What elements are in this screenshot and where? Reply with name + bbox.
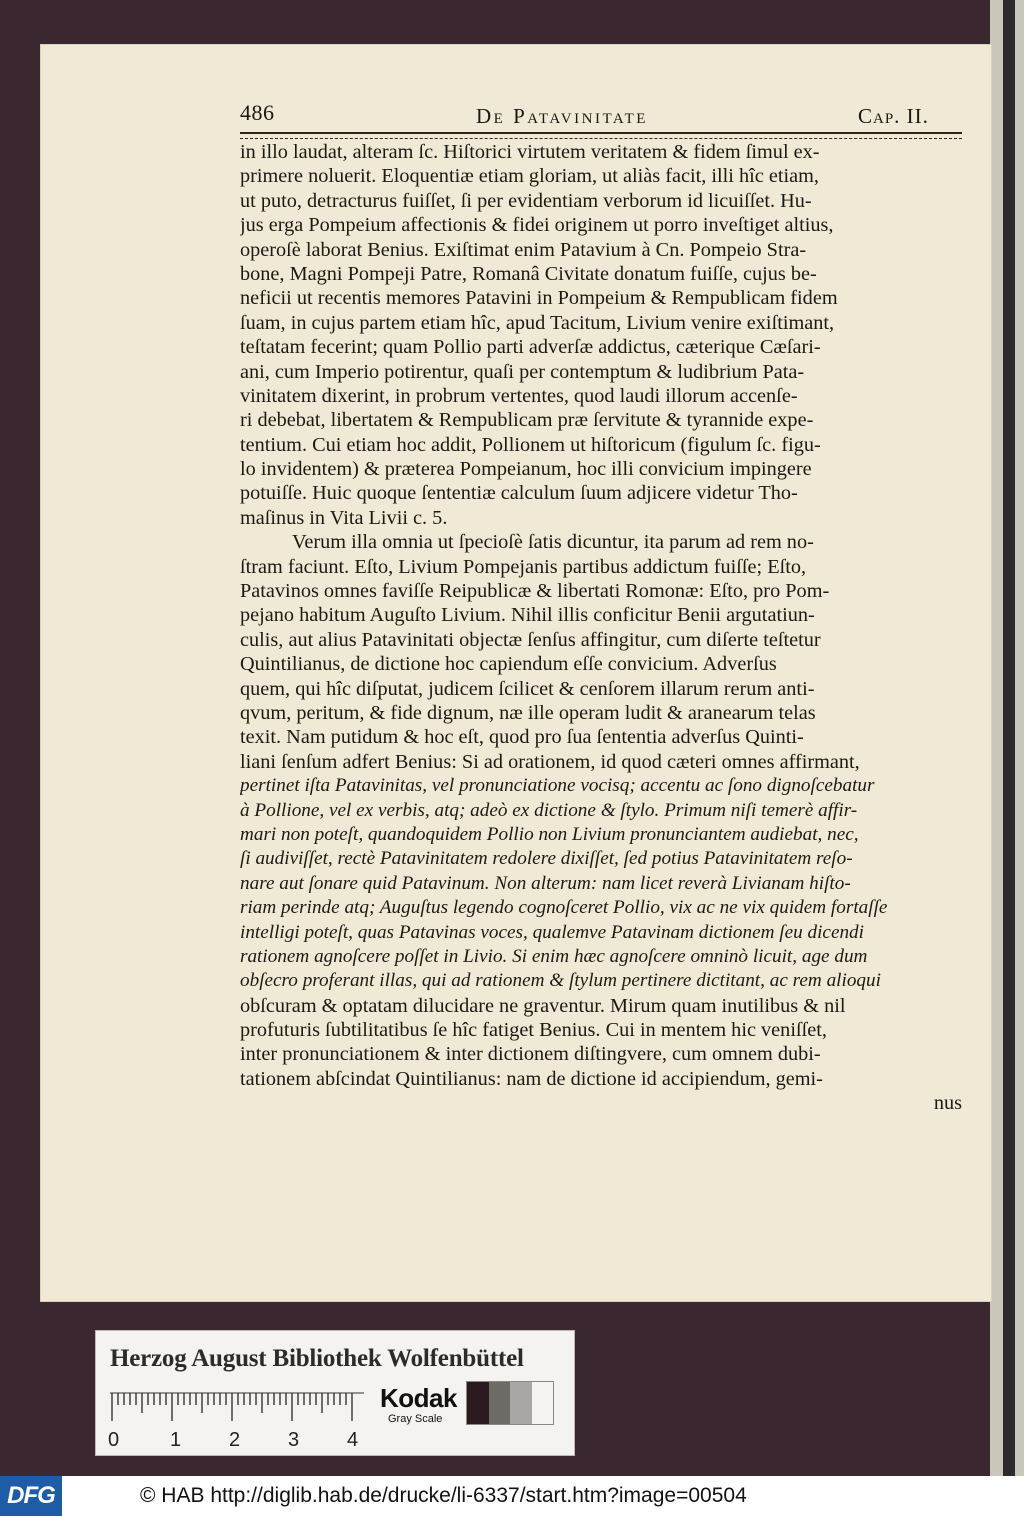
binding-shadow [1003,0,1015,1476]
text-line: bone, Magni Pompeji Patre, Romanâ Civitate donatum fuiſſe, cujus be- [240,262,817,285]
kodak-logo: Kodak [380,1383,457,1413]
library-name: Herzog August Bibliothek Wolfenbüttel [110,1345,524,1372]
dfg-logo[interactable]: DFG [0,1476,62,1516]
gray-patch [489,1382,511,1424]
running-header [40,100,992,130]
text-line: texit. Nam putidum & hoc eſt, quod pro ſua ſententia adverſus Quinti- [240,726,804,749]
page-number: 486 [240,100,275,125]
text-line: maſinus in Vita Livii c. 5. [240,506,448,529]
text-line: riam perinde atq; Auguſtus legendo cognoſceret Pollio, vix ac ne vix quidem fortaſſe [240,897,888,919]
gray-scale-label: Gray Scale [388,1413,443,1425]
ruler-number: 2 [229,1429,241,1451]
text-line: in illo laudat, alteram ſc. Hiſtorici virtutem veritatem & fidem ſimul ex- [240,141,820,163]
text-line: obſecro proferant illas, qui ad rationem & ſtylum pertinere dictitant, ac rem alioqui [240,970,881,992]
ruler-number: 0 [108,1429,120,1451]
text-line: obſcuram & optatam dilucidare ne graventur. Mirum quam inutilibus & nil [240,994,846,1017]
ruler-number: 1 [170,1429,182,1451]
gray-patch [467,1382,489,1424]
text-line: teſtatam fecerint; quam Pollio parti adverſæ addictus, cæterique Cæſari- [240,336,821,359]
text-line: culis, aut alius Patavinitati objectæ ſenſus affingitur, cum diſerte teſtetur [240,628,821,651]
text-line: primere noluerit. Eloquentiæ etiam gloriam, ut aliàs facit, illi hîc etiam, [240,165,819,188]
viewer-footer [0,1476,1024,1516]
header-rule [240,132,962,139]
text-line: ſi audiviſſet, rectè Patavinitatem redolere dixiſſet, ſed potius Patavinitatem reſo- [240,848,853,870]
ruler-numbers [106,1429,376,1453]
text-line: rationem agnoſcere poſſet in Livio. Si enim hæc agnoſcere omninò licuit, age dum [240,945,868,967]
text-line: potuiſſe. Huic quoque ſententiæ calculum ſuum adjicere videtur Tho- [240,482,798,505]
text-line: vinitatem dixerint, in probrum vertentes, quod laudi illorum accenſe- [240,384,798,407]
text-line: liani ſenſum adfert Benius: Si ad orationem, id quod cæteri omnes affirmant, [240,750,860,773]
text-line: tentium. Cui etiam hoc addit, Pollionem ut hiſtoricum (figulum ſc. figu- [240,433,821,456]
text-line: Quintilianus, de dictione hoc capiendum eſſe convicium. Adverſus [240,653,777,676]
book-page [40,44,992,1302]
copyright-link[interactable]: © HAB http://diglib.hab.de/drucke/li-6337/start.htm?image=00504 [140,1484,747,1507]
text-line: jus erga Pompeium affectionis & fidei originem ut porro inveſtiget altius, [240,214,834,237]
text-line: mari non poteſt, quandoquidem Pollio non Livium pronunciantem audiebat, nec, [240,823,859,845]
text-line: inter pronunciationem & inter dictionem diſtingvere, cum omnem dubi- [240,1043,821,1066]
text-line: pertinet iſta Patavinitas, vel pronunciatione vocisq; accentu ac ſono dignoſcebatur [240,775,875,797]
text-line: nare aut ſonare quid Patavinum. Non alterum: nam licet reverà Livianam hiſto- [240,872,851,894]
text-line: Patavinos omnes faviſſe Reipublicæ & libertati Romonæ: Eſto, pro Pom- [240,580,830,603]
text-line: qvum, peritum, & fide dignum, næ ille operam ludit & aranearum telas [240,701,816,724]
gray-scale-patches [466,1381,554,1425]
text-line: neficii ut recentis memores Patavini in Pompeium & Rempublicam fidem [240,287,838,310]
text-line: tationem abſcindat Quintilianus: nam de dictione id accipiendum, gemi- [240,1067,823,1090]
text-line: quem, qui hîc diſputat, judicem ſcilicet & cenſorem illarum rerum anti- [240,677,815,700]
running-title: De Patavinitate [476,104,648,128]
ruler-scale [110,1387,364,1427]
text-line: lo invidentem) & præterea Pompeianum, hoc illi convicium impingere [240,458,812,481]
text-line: intelligi poteſt, quas Patavinas voces, qualemve Patavinam dictionem ſeu dicendi [240,921,864,943]
text-line: à Pollione, vel ex verbis, atq; adeò ex dictione & ſtylo. Primum niſi temerè affir- [240,799,858,821]
library-color-card [95,1330,575,1456]
text-line: ani, cum Imperio potirentur, quaſi per contemptum & ludibrium Pata- [240,360,805,383]
text-line: ri debebat, libertatem & Rempublicam præ ſervitute & tyrannide expe- [240,409,814,432]
ruler-number: 3 [288,1429,300,1451]
chapter-label: Cap. II. [858,104,929,128]
catchword: nus [933,1092,962,1115]
gray-patch [510,1382,532,1424]
ruler-number: 4 [347,1429,359,1451]
text-line: Verum illa omnia ut ſpecioſè ſatis dicuntur, ita parum ad rem no- [292,531,814,554]
text-line: operoſè laborat Benius. Exiſtimat enim Patavium à Cn. Pompeio Stra- [240,238,807,261]
gray-patch [532,1382,554,1424]
text-line: ſtram faciunt. Eſto, Livium Pompejanis partibus addictum fuiſſe; Eſto, [240,555,807,578]
text-line: ut puto, detracturus fuiſſet, ſi per evidentiam verborum id licuiſſet. Hu- [240,189,812,212]
text-line: pejano habitum Auguſto Livium. Nihil illis conficitur Benii argutatiun- [240,604,815,627]
text-line: profuturis ſubtilitatibus ſe hîc fatiget Benius. Cui in mentem hic veniſſet, [240,1019,827,1042]
page-text [240,140,962,1116]
text-line: ſuam, in cujus partem etiam hîc, apud Tacitum, Livium venire exiſtimant, [240,311,835,334]
